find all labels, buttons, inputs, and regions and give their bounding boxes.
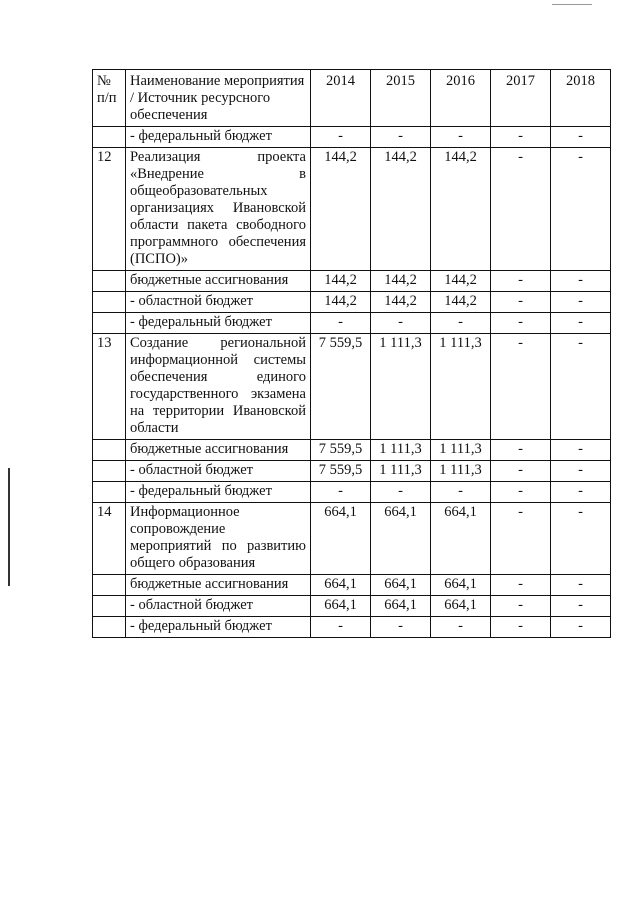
row-value-2016: 664,1 (431, 503, 491, 575)
row-value-2017: - (491, 313, 551, 334)
row-value-2015: - (371, 617, 431, 638)
budget-table (92, 69, 611, 638)
row-name: Информационное сопровождение мероприятий по развитию общего образования (126, 503, 311, 575)
row-value-2015: - (371, 313, 431, 334)
scan-mark-top (552, 4, 592, 5)
header-number-text: № п/п (97, 73, 117, 106)
row-value-2016: 664,1 (431, 596, 491, 617)
row-value-2014: 7 559,5 (311, 334, 371, 440)
table-row (93, 271, 611, 292)
row-value-2018: - (551, 617, 611, 638)
row-value-2018: - (551, 503, 611, 575)
row-value-2017: - (491, 148, 551, 271)
row-value-2017: - (491, 617, 551, 638)
row-value-2014: 7 559,5 (311, 461, 371, 482)
row-value-2015: 144,2 (371, 292, 431, 313)
row-name: Создание региональной информационной системы обеспечения единого государственного экзамена на территории Ивановской области (126, 334, 311, 440)
row-name: - федеральный бюджет (126, 313, 311, 334)
row-name: бюджетные ассигнования (126, 440, 311, 461)
row-value-2017: - (491, 482, 551, 503)
row-value-2018: - (551, 482, 611, 503)
header-name-text: Наименование мероприятия / Источник ресурсного обеспечения (130, 73, 305, 123)
table-row (93, 575, 611, 596)
row-value-2015: - (371, 482, 431, 503)
row-value-2015: 144,2 (371, 148, 431, 271)
row-value-2018: - (551, 575, 611, 596)
row-value-2016: - (431, 617, 491, 638)
row-value-2016: 144,2 (431, 148, 491, 271)
table-header-row (93, 70, 611, 127)
table-body (93, 127, 611, 638)
header-year-2014: 2014 (311, 70, 371, 127)
row-value-2014: 7 559,5 (311, 440, 371, 461)
row-value-2018: - (551, 292, 611, 313)
row-value-2015: 1 111,3 (371, 461, 431, 482)
row-value-2017: - (491, 575, 551, 596)
table-row (93, 440, 611, 461)
row-name: Реализация проекта «Внедрение в общеобразовательных организациях Ивановской области пакета свободного программного обеспечения (ПСПО)» (126, 148, 311, 271)
row-value-2014: 144,2 (311, 292, 371, 313)
row-value-2017: - (491, 596, 551, 617)
row-value-2015: 664,1 (371, 503, 431, 575)
row-value-2018: - (551, 127, 611, 148)
header-name (126, 70, 311, 127)
row-name: - федеральный бюджет (126, 482, 311, 503)
row-value-2014: 664,1 (311, 503, 371, 575)
row-value-2016: - (431, 313, 491, 334)
table-row (93, 482, 611, 503)
header-year-2017: 2017 (491, 70, 551, 127)
table-row (93, 313, 611, 334)
row-number: 12 (93, 148, 126, 271)
row-value-2014: 664,1 (311, 596, 371, 617)
table-row (93, 148, 611, 271)
row-value-2017: - (491, 292, 551, 313)
row-value-2016: 664,1 (431, 575, 491, 596)
row-value-2014: - (311, 617, 371, 638)
table-row (93, 617, 611, 638)
row-value-2018: - (551, 440, 611, 461)
row-value-2016: 1 111,3 (431, 334, 491, 440)
row-value-2015: 664,1 (371, 596, 431, 617)
row-value-2014: 664,1 (311, 575, 371, 596)
row-name: - областной бюджет (126, 461, 311, 482)
row-value-2014: 144,2 (311, 148, 371, 271)
row-name: - областной бюджет (126, 292, 311, 313)
row-value-2016: - (431, 482, 491, 503)
row-value-2015: 144,2 (371, 271, 431, 292)
row-value-2017: - (491, 461, 551, 482)
row-value-2016: 144,2 (431, 292, 491, 313)
row-value-2018: - (551, 596, 611, 617)
table-row (93, 503, 611, 575)
row-value-2016: 1 111,3 (431, 440, 491, 461)
row-value-2017: - (491, 271, 551, 292)
row-value-2014: - (311, 313, 371, 334)
header-year-2018: 2018 (551, 70, 611, 127)
row-number: 13 (93, 334, 126, 440)
header-number (93, 70, 126, 127)
header-year-2015: 2015 (371, 70, 431, 127)
row-number (93, 292, 126, 313)
row-number (93, 617, 126, 638)
row-value-2015: 664,1 (371, 575, 431, 596)
row-value-2016: - (431, 127, 491, 148)
row-value-2017: - (491, 440, 551, 461)
table-row (93, 127, 611, 148)
row-value-2014: - (311, 127, 371, 148)
row-value-2017: - (491, 334, 551, 440)
table-row (93, 334, 611, 440)
row-value-2014: - (311, 482, 371, 503)
row-name: - областной бюджет (126, 596, 311, 617)
row-number (93, 313, 126, 334)
row-value-2015: 1 111,3 (371, 334, 431, 440)
row-value-2015: - (371, 127, 431, 148)
row-number (93, 596, 126, 617)
row-value-2017: - (491, 503, 551, 575)
row-number (93, 440, 126, 461)
row-number: 14 (93, 503, 126, 575)
row-number (93, 461, 126, 482)
row-value-2018: - (551, 148, 611, 271)
table-row (93, 596, 611, 617)
table-row (93, 461, 611, 482)
row-value-2014: 144,2 (311, 271, 371, 292)
row-value-2015: 1 111,3 (371, 440, 431, 461)
table-row (93, 292, 611, 313)
row-value-2016: 1 111,3 (431, 461, 491, 482)
row-value-2018: - (551, 271, 611, 292)
row-value-2018: - (551, 334, 611, 440)
scan-mark-left (8, 468, 10, 586)
row-number (93, 482, 126, 503)
row-value-2016: 144,2 (431, 271, 491, 292)
row-value-2018: - (551, 313, 611, 334)
header-year-2016: 2016 (431, 70, 491, 127)
row-number (93, 271, 126, 292)
row-name: бюджетные ассигнования (126, 271, 311, 292)
row-value-2018: - (551, 461, 611, 482)
row-number (93, 575, 126, 596)
row-name: бюджетные ассигнования (126, 575, 311, 596)
row-name: - федеральный бюджет (126, 127, 311, 148)
row-value-2017: - (491, 127, 551, 148)
row-name: - федеральный бюджет (126, 617, 311, 638)
row-number (93, 127, 126, 148)
